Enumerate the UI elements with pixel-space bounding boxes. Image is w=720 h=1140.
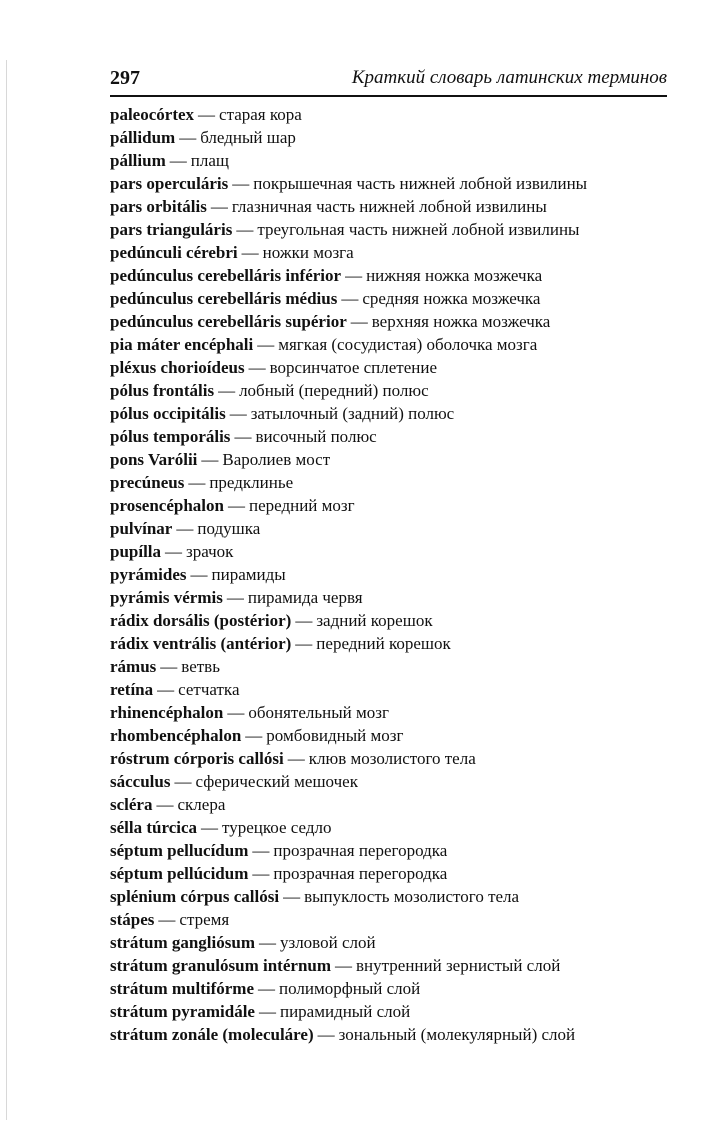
glossary-entry [110,862,690,885]
glossary-list [110,103,690,1046]
glossary-entry [110,770,690,793]
glossary-entry [110,632,690,655]
latin-term: strátum granulósum intérnum [110,956,332,975]
russian-definition: лобный (передний) полюс [239,381,429,400]
russian-definition: прозрачная перегородка [273,864,448,883]
glossary-entry [110,149,690,172]
glossary-entry [110,655,690,678]
em-dash-separator: — [252,841,270,860]
glossary-entry [110,1023,690,1046]
glossary-entry [110,586,690,609]
em-dash-separator: — [218,381,236,400]
russian-definition: зональный (молекулярный) слой [338,1025,576,1044]
russian-definition: сетчатка [178,680,240,699]
glossary-entry [110,977,690,1000]
glossary-entry [110,287,690,310]
em-dash-separator: — [248,358,266,377]
latin-term: strátum gangliósum [110,933,255,952]
russian-definition: ветвь [181,657,220,676]
latin-term: pulvínar [110,519,173,538]
russian-definition: бледный шар [200,128,296,147]
running-title: Краткий словарь латинских терминов [351,67,667,88]
russian-definition: треугольная часть нижней лобной извилины [257,220,580,239]
em-dash-separator: — [283,887,301,906]
em-dash-separator: — [226,588,244,607]
russian-definition: верхняя ножка мозжечка [371,312,551,331]
russian-definition: прозрачная перегородка [273,841,448,860]
em-dash-separator: — [252,864,270,883]
glossary-entry [110,678,690,701]
em-dash-separator: — [174,772,192,791]
glossary-entry [110,885,690,908]
em-dash-separator: — [227,703,245,722]
glossary-entry [110,816,690,839]
page-edge-line [6,60,7,1120]
em-dash-separator: — [188,473,206,492]
glossary-entry [110,471,690,494]
glossary-entry [110,103,690,126]
latin-term: strátum pyramidále [110,1002,255,1021]
glossary-entry [110,931,690,954]
em-dash-separator: — [341,289,359,308]
russian-definition: плащ [190,151,229,170]
latin-term: strátum multifórme [110,979,254,998]
latin-term: strátum zonále (moleculáre) [110,1025,314,1044]
russian-definition: предклинье [209,473,294,492]
russian-definition: турецкое седло [222,818,332,837]
glossary-entry [110,241,690,264]
russian-definition: Варолиев мост [222,450,331,469]
glossary-entry [110,494,690,517]
em-dash-separator: — [287,749,305,768]
em-dash-separator: — [169,151,187,170]
em-dash-separator: — [165,542,183,561]
latin-term: pyrámis vérmis [110,588,223,607]
latin-term: pólus occipitális [110,404,226,423]
em-dash-separator: — [245,726,263,745]
glossary-entry [110,701,690,724]
latin-term: splénium córpus callósi [110,887,280,906]
glossary-entry [110,218,690,241]
em-dash-separator: — [198,105,216,124]
russian-definition: затылочный (задний) полюс [250,404,455,423]
russian-definition: ромбовидный мозг [266,726,404,745]
glossary-entry [110,839,690,862]
russian-definition: нижняя ножка мозжечка [366,266,543,285]
glossary-entry [110,724,690,747]
latin-term: pólus frontális [110,381,215,400]
latin-term: pállidum [110,128,176,147]
latin-term: pedúnculus cerebelláris inférior [110,266,342,285]
latin-term: séptum pellúcidum [110,864,249,883]
russian-definition: пирамидный слой [279,1002,411,1021]
em-dash-separator: — [345,266,363,285]
russian-definition: склера [177,795,226,814]
russian-definition: внутренний зернистый слой [356,956,561,975]
latin-term: stápes [110,910,155,929]
em-dash-separator: — [335,956,353,975]
em-dash-separator: — [157,680,175,699]
latin-term: pedúnculus cerebelláris médius [110,289,338,308]
em-dash-separator: — [317,1025,335,1044]
glossary-entry [110,425,690,448]
latin-term: pia máter encéphali [110,335,254,354]
russian-definition: височный полюс [255,427,377,446]
latin-term: pars trianguláris [110,220,233,239]
em-dash-separator: — [295,611,313,630]
latin-term: pars operculáris [110,174,229,193]
em-dash-separator: — [201,450,219,469]
latin-term: sácculus [110,772,171,791]
latin-term: rádix dorsális (postérior) [110,611,292,630]
glossary-entry [110,908,690,931]
glossary-entry [110,517,690,540]
russian-definition: клюв мозолистого тела [308,749,476,768]
latin-term: prosencéphalon [110,496,224,515]
russian-definition: средняя ножка мозжечка [362,289,541,308]
glossary-entry [110,793,690,816]
em-dash-separator: — [257,335,275,354]
glossary-entry [110,264,690,287]
glossary-entry [110,333,690,356]
latin-term: retína [110,680,154,699]
em-dash-separator: — [241,243,259,262]
em-dash-separator: — [258,1002,276,1021]
page-number: 297 [110,67,140,89]
latin-term: rádix ventrális (antérior) [110,634,292,653]
russian-definition: глазничная часть нижней лобной извилины [231,197,547,216]
russian-definition: стремя [179,910,230,929]
em-dash-separator: — [234,427,252,446]
russian-definition: полиморфный слой [279,979,421,998]
latin-term: precúneus [110,473,185,492]
latin-term: pedúnculus cerebelláris supérior [110,312,347,331]
glossary-entry [110,563,690,586]
glossary-entry [110,356,690,379]
em-dash-separator: — [295,634,313,653]
russian-definition: старая кора [219,105,302,124]
russian-definition: узловой слой [279,933,376,952]
latin-term: pállium [110,151,166,170]
em-dash-separator: — [236,220,254,239]
latin-term: scléra [110,795,153,814]
latin-term: pupílla [110,542,162,561]
latin-term: rhinencéphalon [110,703,224,722]
glossary-entry [110,195,690,218]
header-rule [110,95,667,97]
latin-term: rámus [110,657,157,676]
russian-definition: пирамиды [211,565,286,584]
glossary-entry [110,1000,690,1023]
em-dash-separator: — [179,128,197,147]
latin-term: pléxus chorioídeus [110,358,245,377]
em-dash-separator: — [158,910,176,929]
russian-definition: мягкая (сосудистая) оболочка мозга [278,335,538,354]
page-header [110,64,667,94]
russian-definition: выпуклость мозолистого тела [304,887,520,906]
glossary-entry [110,540,690,563]
russian-definition: покрышечная часть нижней лобной извилины [253,174,588,193]
latin-term: pons Varólii [110,450,198,469]
glossary-entry [110,310,690,333]
latin-term: séptum pellucídum [110,841,249,860]
em-dash-separator: — [350,312,368,331]
glossary-entry [110,126,690,149]
latin-term: róstrum córporis callósi [110,749,284,768]
russian-definition: подушка [197,519,261,538]
em-dash-separator: — [190,565,208,584]
em-dash-separator: — [229,404,247,423]
glossary-entry [110,172,690,195]
em-dash-separator: — [210,197,228,216]
latin-term: pólus temporális [110,427,231,446]
russian-definition: ножки мозга [262,243,354,262]
russian-definition: сферический мешочек [195,772,358,791]
em-dash-separator: — [176,519,194,538]
em-dash-separator: — [258,933,276,952]
russian-definition: ворсинчатое сплетение [269,358,438,377]
latin-term: rhombencéphalon [110,726,242,745]
latin-term: paleocórtex [110,105,195,124]
russian-definition: передний корешок [316,634,451,653]
em-dash-separator: — [228,496,245,515]
em-dash-separator: — [258,979,275,998]
glossary-entry [110,609,690,632]
glossary-entry [110,747,690,770]
latin-term: pyrámides [110,565,187,584]
russian-definition: пирамида червя [247,588,363,607]
russian-definition: передний мозг [249,496,355,515]
latin-term: pedúnculi cérebri [110,243,238,262]
glossary-entry [110,954,690,977]
glossary-entry [110,402,690,425]
glossary-entry [110,448,690,471]
russian-definition: обонятельный мозг [248,703,389,722]
russian-definition: задний корешок [316,611,433,630]
em-dash-separator: — [160,657,178,676]
em-dash-separator: — [156,795,174,814]
em-dash-separator: — [232,174,250,193]
russian-definition: зрачок [186,542,234,561]
latin-term: sélla túrcica [110,818,198,837]
latin-term: pars orbitális [110,197,207,216]
glossary-entry [110,379,690,402]
em-dash-separator: — [201,818,219,837]
